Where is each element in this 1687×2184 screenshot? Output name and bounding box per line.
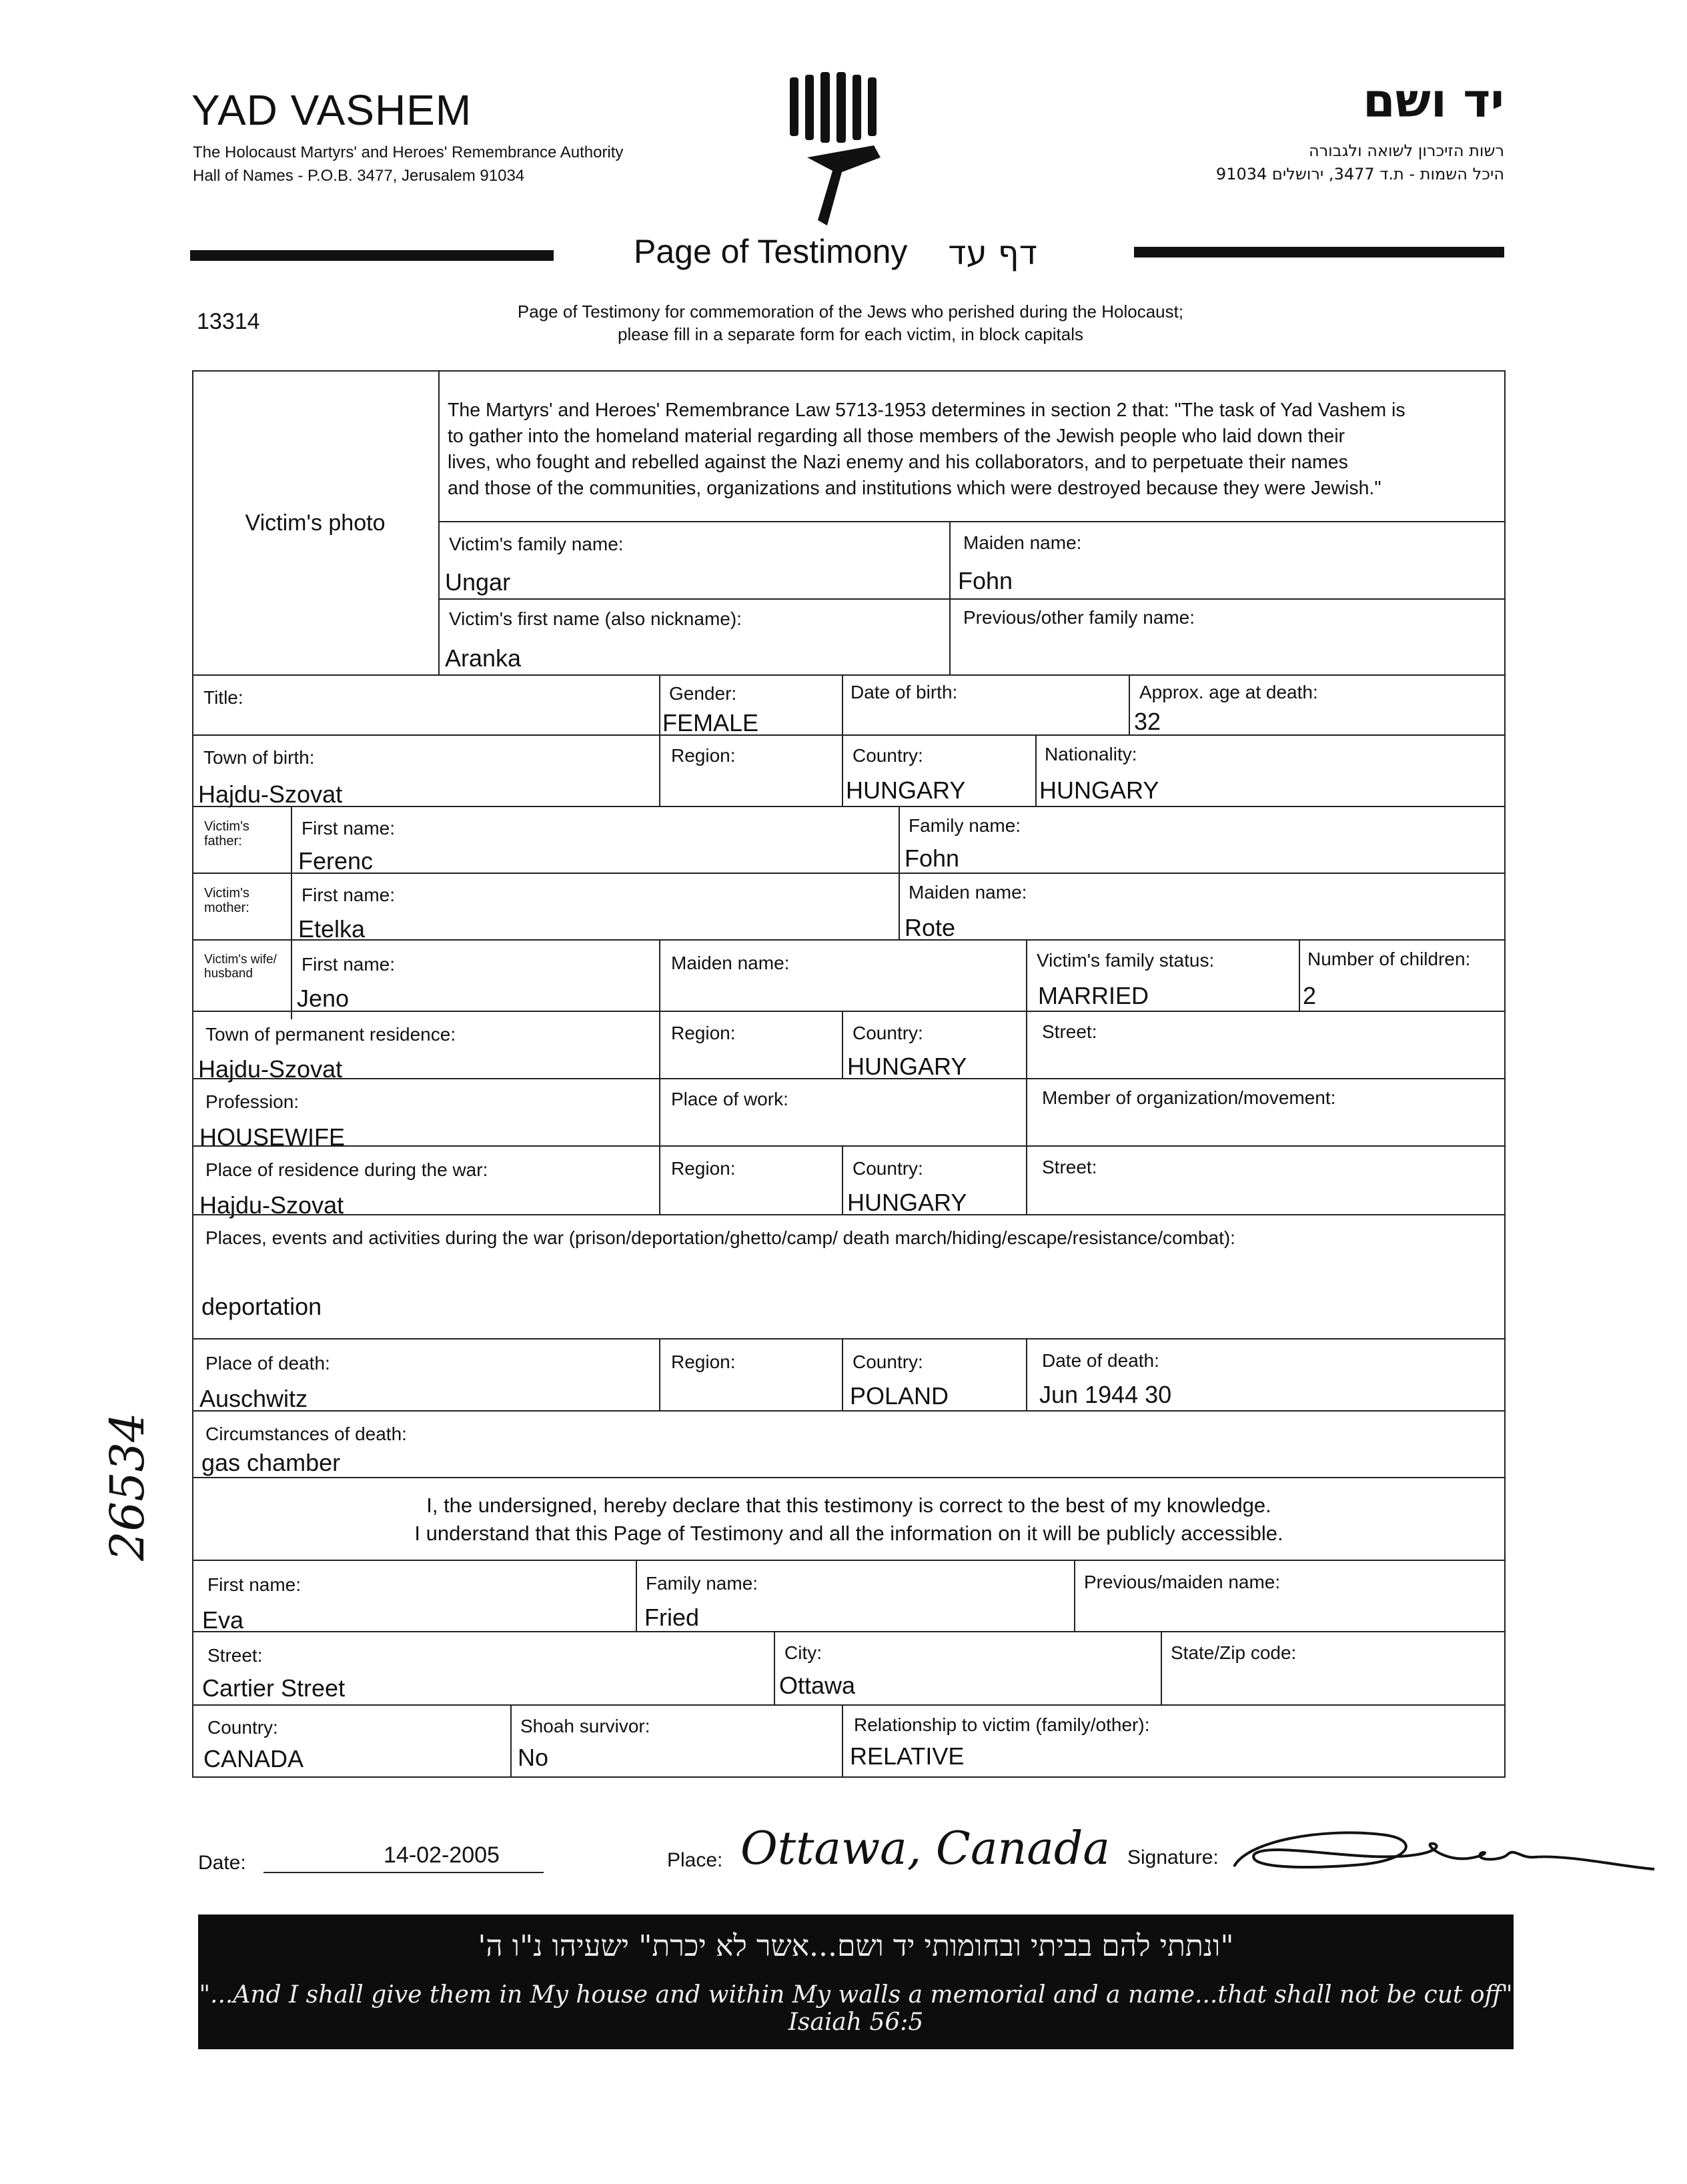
- declaration-line-1: I, the undersigned, hereby declare that this testimony is correct to the best of my knowledge.: [426, 1494, 1271, 1517]
- relationship-label: Relationship to victim (family/other):: [854, 1714, 1150, 1735]
- father-row-label: Victim's father:: [204, 819, 249, 849]
- submitter-first-label: First name:: [207, 1574, 302, 1595]
- profession-label: Profession:: [205, 1091, 300, 1112]
- page-title: Page of Testimony: [634, 233, 908, 270]
- date-label: Date:: [198, 1852, 246, 1874]
- victim-maiden-name[interactable]: Fohn: [958, 567, 1013, 594]
- submitter-family-name[interactable]: Fried: [644, 1604, 700, 1631]
- first-name-label: Victim's first name (also nickname):: [449, 608, 742, 629]
- submitter-country[interactable]: CANADA: [203, 1745, 304, 1772]
- victim-photo-label: Victim's photo: [245, 510, 386, 536]
- death-place-label: Place of death:: [205, 1353, 330, 1374]
- place-value[interactable]: Ottawa, Canada: [740, 1822, 1110, 1875]
- place-of-work-label: Place of work:: [671, 1089, 788, 1109]
- victim-age[interactable]: 32: [1134, 708, 1161, 735]
- death-region-label: Region:: [671, 1351, 736, 1372]
- number-of-children[interactable]: 2: [1303, 982, 1317, 1009]
- date-value[interactable]: 14-02-2005: [384, 1842, 500, 1868]
- war-events[interactable]: deportation: [201, 1293, 322, 1320]
- residence-town-label: Town of permanent residence:: [205, 1024, 456, 1045]
- submitter-street-label: Street:: [207, 1645, 263, 1666]
- war-events-label: Places, events and activities during the war (prison/deportation/ghetto/camp/ death march/hiding/escape/resistance/combat):: [205, 1227, 1235, 1248]
- side-handwritten-number: 26534: [100, 1412, 155, 1561]
- hebrew-org-subtitle: רשות הזיכרון לשואה ולגבורה: [1308, 141, 1504, 160]
- residence-country-label: Country:: [853, 1023, 923, 1043]
- victim-gender[interactable]: FEMALE: [662, 709, 759, 736]
- title-label: Title:: [203, 687, 243, 708]
- org-name: YAD VASHEM: [191, 86, 472, 134]
- isaiah-quote-banner: [198, 1915, 1514, 2049]
- intro-line-2: please fill in a separate form for each victim, in block capitals: [618, 324, 1083, 344]
- mother-first-label: First name:: [302, 885, 396, 905]
- birth-country-label: Country:: [853, 745, 923, 766]
- children-label: Number of children:: [1307, 949, 1471, 969]
- victim-family-name[interactable]: Ungar: [445, 568, 511, 596]
- war-residence-place[interactable]: Hajdu-Szovat: [199, 1191, 344, 1219]
- birth-town-label: Town of birth:: [203, 747, 315, 768]
- org-subtitle: The Holocaust Martyrs' and Heroes' Remembrance Authority: [193, 143, 624, 161]
- prev-family-label: Previous/other family name:: [963, 607, 1195, 628]
- residence-street-label: Street:: [1042, 1021, 1097, 1042]
- gender-label: Gender:: [669, 683, 737, 704]
- maiden-name-label: Maiden name:: [963, 532, 1082, 553]
- remembrance-law-text: The Martyrs' and Heroes' Remembrance Law 5713-1953 determines in section 2 that: "The task of Yad Vashem is to gather into the homeland material regarding all those members of the Jewish people who laid down their lives, who fought and rebelled against the Nazi enemy and his collaborators, and to perpetuate their names and those of the communities, organizations and institutions which were destroyed because they were Jewish.": [448, 400, 1405, 499]
- header-rule-right: [1134, 247, 1504, 257]
- declaration-line-2: I understand that this Page of Testimony and all the information on it will be publicly accessible.: [414, 1522, 1283, 1545]
- victim-nationality[interactable]: HUNGARY: [1039, 776, 1159, 804]
- dob-label: Date of birth:: [851, 682, 958, 702]
- war-country-label: Country:: [853, 1158, 923, 1179]
- death-date-label: Date of death:: [1042, 1350, 1159, 1371]
- header-rule-left: [190, 250, 554, 261]
- father-first-label: First name:: [302, 818, 396, 839]
- victim-birth-town[interactable]: Hajdu-Szovat: [198, 780, 343, 808]
- war-street-label: Street:: [1042, 1157, 1097, 1177]
- victim-first-name[interactable]: Aranka: [445, 644, 522, 672]
- banner-hebrew: "ונתתי להם בביתי ובחומותי יד ושם...אשר לא יכרת" ישעיהו נ"ו ה': [478, 1929, 1234, 1963]
- spouse-first-label: First name:: [302, 954, 396, 975]
- father-family-label: Family name:: [909, 815, 1021, 836]
- victim-family-status[interactable]: MARRIED: [1038, 982, 1149, 1009]
- organization-label: Member of organization/movement:: [1042, 1087, 1336, 1108]
- yad-vashem-logo-icon: [780, 72, 897, 232]
- submitter-state-label: State/Zip code:: [1171, 1642, 1297, 1663]
- intro-line-1: Page of Testimony for commemoration of the Jews who perished during the Holocaust;: [517, 302, 1184, 322]
- father-family-name[interactable]: Fohn: [905, 845, 960, 872]
- submitter-country-label: Country:: [207, 1717, 278, 1738]
- hebrew-org-address: היכל השמות - ת.ד 3477, ירושלים 91034: [1215, 165, 1504, 183]
- mother-row-label: Victim's mother:: [204, 886, 249, 915]
- residence-region-label: Region:: [671, 1023, 736, 1043]
- org-address: Hall of Names - P.O.B. 3477, Jerusalem 91034: [193, 167, 525, 185]
- war-residence-label: Place of residence during the war:: [205, 1159, 488, 1180]
- family-status-label: Victim's family status:: [1037, 950, 1215, 971]
- relationship-to-victim[interactable]: RELATIVE: [850, 1742, 965, 1770]
- mother-maiden-label: Maiden name:: [909, 882, 1027, 903]
- submitter-family-label: Family name:: [646, 1573, 758, 1594]
- submitter-street[interactable]: Cartier Street: [202, 1674, 346, 1702]
- death-country-label: Country:: [853, 1351, 923, 1372]
- banner-english: "...And I shall give them in My house and within My walls a memorial and a name...that shall not be cut off" Isaiah 56:5: [199, 1981, 1513, 2036]
- submitter-first-name[interactable]: Eva: [202, 1606, 244, 1634]
- death-place[interactable]: Auschwitz: [199, 1385, 308, 1412]
- mother-first-name[interactable]: Etelka: [298, 915, 366, 943]
- nationality-label: Nationality:: [1045, 744, 1137, 764]
- form-number: 13314: [197, 309, 260, 334]
- submitter-prev-label: Previous/maiden name:: [1084, 1572, 1281, 1592]
- death-country[interactable]: POLAND: [850, 1382, 949, 1410]
- signature-label: Signature:: [1127, 1846, 1219, 1868]
- spouse-maiden-label: Maiden name:: [671, 953, 790, 973]
- family-name-label: Victim's family name:: [449, 534, 624, 554]
- spouse-row-label: Victim's wife/ husband: [204, 953, 277, 981]
- death-circumstances[interactable]: gas chamber: [201, 1449, 341, 1476]
- death-circumstances-label: Circumstances of death:: [205, 1424, 407, 1444]
- signature-mark: [1221, 1814, 1661, 1888]
- age-label: Approx. age at death:: [1139, 682, 1318, 702]
- place-label: Place:: [667, 1849, 723, 1871]
- spouse-first-name[interactable]: Jeno: [297, 985, 350, 1012]
- war-region-label: Region:: [671, 1158, 736, 1179]
- war-residence-country[interactable]: HUNGARY: [847, 1189, 967, 1216]
- residence-country[interactable]: HUNGARY: [847, 1053, 967, 1080]
- residence-town[interactable]: Hajdu-Szovat: [198, 1055, 343, 1083]
- mother-maiden-name[interactable]: Rote: [905, 914, 956, 941]
- page-title-hebrew: דף עד: [948, 233, 1037, 272]
- victim-profession[interactable]: HOUSEWIFE: [199, 1123, 346, 1151]
- death-date[interactable]: Jun 1944 30: [1039, 1381, 1172, 1408]
- father-first-name[interactable]: Ferenc: [298, 847, 374, 875]
- shoah-survivor-label: Shoah survivor:: [520, 1716, 650, 1736]
- submitter-city-label: City:: [784, 1642, 822, 1663]
- victim-birth-country[interactable]: HUNGARY: [846, 776, 966, 804]
- birth-region-label: Region:: [671, 745, 736, 766]
- hebrew-org-name: יד ושם: [1363, 73, 1504, 128]
- shoah-survivor[interactable]: No: [518, 1744, 549, 1771]
- submitter-city[interactable]: Ottawa: [779, 1672, 856, 1699]
